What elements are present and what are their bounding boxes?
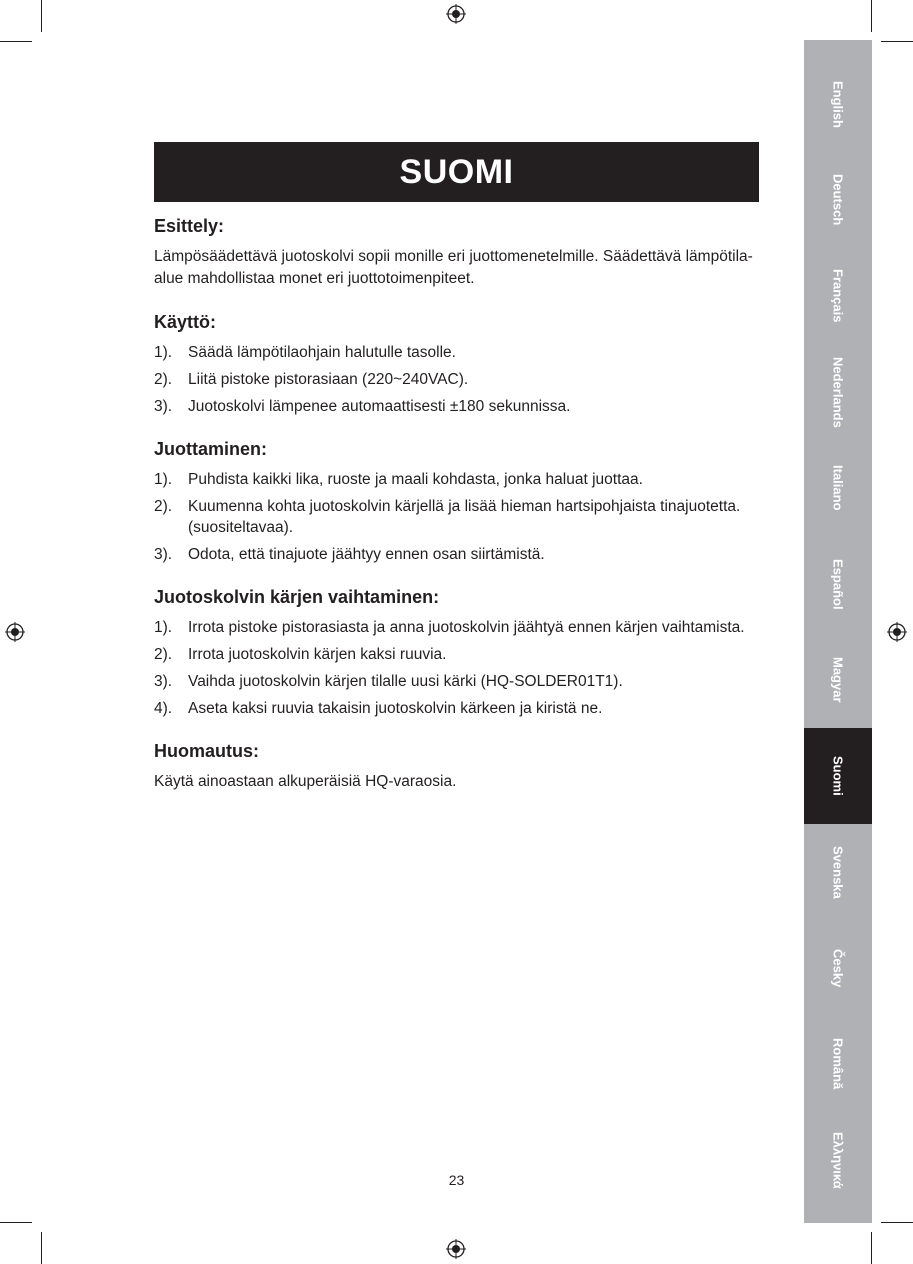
document-body (154, 216, 764, 815)
crop-mark (881, 1222, 913, 1223)
language-tabs (804, 40, 872, 1223)
list-item (154, 342, 764, 363)
section-heading: Huomautus: (154, 741, 259, 761)
crop-mark (41, 1232, 42, 1264)
section-heading: Esittely: (154, 216, 225, 236)
registration-mark-icon (5, 622, 25, 642)
section-text: Lämpösäädettävä juotoskolvi sopii monille eri juottomenetelmille. Säädettävä lämpötila-alue mahdollistaa monet eri juottotoimenpiteet. (154, 248, 753, 287)
page-title: SUOMI (154, 142, 759, 202)
tab-deutsch[interactable] (804, 152, 872, 248)
tab-label: Română (830, 1038, 846, 1090)
tab-label: Italiano (830, 465, 846, 511)
registration-mark-icon (887, 622, 907, 642)
list-text: Vaihda juotoskolvin kärjen tilalle uusi kärki (HQ-SOLDER01T1). (188, 673, 623, 690)
tab-label: Česky (830, 948, 846, 988)
list-number: 3). (154, 398, 173, 415)
numbered-list (154, 469, 764, 565)
list-text: Kuumenna kohta juotoskolvin kärjellä ja lisää hieman hartsipohjaista tinajuotetta. (suositeltavaa). (188, 498, 741, 536)
list-number: 1). (154, 471, 173, 488)
tab-magyar[interactable] (804, 632, 872, 728)
section-intro (154, 216, 764, 290)
crop-mark (0, 41, 32, 42)
section-usage (154, 312, 764, 417)
list-text: Irrota juotoskolvin kärjen kaksi ruuvia. (188, 646, 447, 663)
section-tip-change (154, 587, 764, 719)
tab-label: Magyar (830, 657, 846, 703)
crop-mark (871, 0, 872, 32)
list-text: Säädä lämpötilaohjain halutulle tasolle. (188, 344, 456, 361)
crop-mark (41, 0, 42, 32)
list-item (154, 369, 764, 390)
list-item (154, 617, 764, 638)
tab-romana[interactable] (804, 1016, 872, 1112)
list-text: Puhdista kaikki lika, ruoste ja maali kohdasta, jonka haluat juottaa. (188, 471, 643, 488)
tab-label: Suomi (830, 756, 846, 796)
section-text: Käytä ainoastaan alkuperäisiä HQ-varaosia. (154, 773, 457, 790)
section-heading: Juotoskolvin kärjen vaihtaminen: (154, 587, 440, 607)
list-number: 4). (154, 700, 173, 717)
list-text: Irrota pistoke pistorasiasta ja anna juotoskolvin jäähtyä ennen kärjen vaihtamista. (188, 619, 745, 636)
list-item (154, 671, 764, 692)
list-text: Liitä pistoke pistorasiaan (220~240VAC). (188, 371, 469, 388)
registration-mark-icon (446, 4, 466, 24)
tab-label: English (830, 80, 846, 128)
tab-espanol[interactable] (804, 536, 872, 632)
tab-nederlands[interactable] (804, 344, 872, 440)
list-item (154, 698, 764, 719)
tab-ellinika[interactable] (804, 1112, 872, 1208)
list-text: Odota, että tinajuote jäähtyy ennen osan siirtämistä. (188, 546, 545, 563)
list-number: 1). (154, 619, 173, 636)
list-text: Aseta kaksi ruuvia takaisin juotoskolvin kärkeen ja kiristä ne. (188, 700, 603, 717)
crop-mark (0, 1222, 32, 1223)
list-number: 2). (154, 371, 173, 388)
tab-label: Svenska (830, 845, 846, 899)
list-number: 1). (154, 344, 173, 361)
list-number: 3). (154, 546, 173, 563)
section-note (154, 741, 764, 793)
numbered-list (154, 342, 764, 417)
page-number: 23 (448, 1172, 465, 1188)
list-item (154, 496, 764, 538)
tab-label: Nederlands (830, 356, 846, 428)
tab-label: Deutsch (830, 174, 846, 226)
tab-label: Español (830, 558, 846, 610)
tab-cesky[interactable] (804, 920, 872, 1016)
tab-label: Ελληνικά (830, 1131, 846, 1189)
registration-mark-icon (446, 1239, 466, 1259)
list-item (154, 644, 764, 665)
numbered-list (154, 617, 764, 719)
tab-italiano[interactable] (804, 440, 872, 536)
tab-suomi[interactable] (804, 728, 872, 824)
list-item (154, 544, 764, 565)
section-soldering (154, 439, 764, 565)
tab-svenska[interactable] (804, 824, 872, 920)
list-number: 3). (154, 673, 173, 690)
list-number: 2). (154, 646, 173, 663)
section-heading: Juottaminen: (154, 439, 268, 459)
crop-mark (871, 1232, 872, 1264)
list-item (154, 396, 764, 417)
tab-english[interactable] (804, 56, 872, 152)
tab-francais[interactable] (804, 248, 872, 344)
crop-mark (881, 41, 913, 42)
tab-label: Français (830, 269, 846, 323)
list-item (154, 469, 764, 490)
section-heading: Käyttö: (154, 312, 216, 332)
list-text: Juotoskolvi lämpenee automaattisesti ±180 sekunnissa. (188, 398, 571, 415)
list-number: 2). (154, 498, 173, 515)
